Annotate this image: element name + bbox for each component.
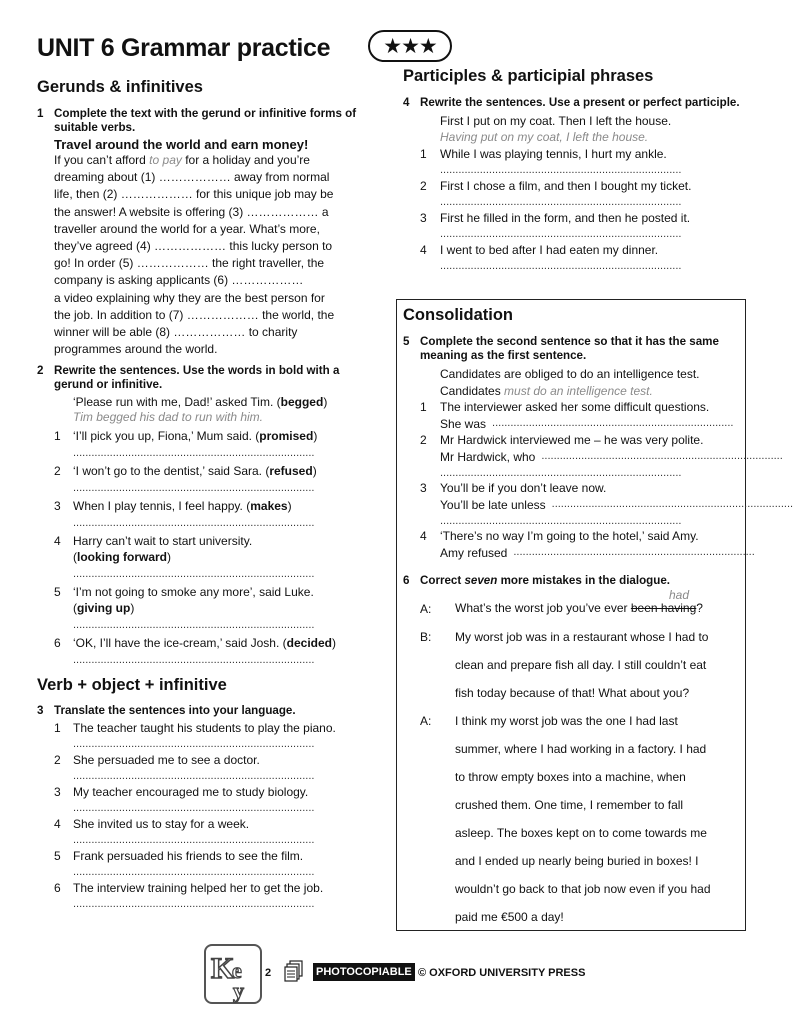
dialogue bbox=[403, 601, 739, 937]
answer-line: ............................................................................... bbox=[73, 619, 315, 631]
exercise-5 bbox=[403, 335, 793, 560]
exercise-6 bbox=[403, 574, 739, 588]
item-text bbox=[440, 400, 739, 431]
exercise-2 bbox=[37, 364, 367, 666]
item-text bbox=[73, 849, 367, 878]
item-line bbox=[440, 417, 739, 431]
paren: ( bbox=[73, 601, 77, 615]
answer-line: ............................................................................... bbox=[73, 866, 315, 878]
section-heading-verb-object: Verb + object + infinitive bbox=[37, 676, 227, 694]
exercise-number: 4 bbox=[403, 96, 410, 109]
exercise-number: 6 bbox=[403, 574, 410, 587]
consolidation-heading: Consolidation bbox=[403, 306, 513, 324]
item-number: 4 bbox=[54, 817, 61, 831]
example-answer: Candidates must do an intelligence test. bbox=[440, 384, 653, 398]
text-line bbox=[54, 290, 367, 307]
text-segment: dreaming about (1) ……………… away from normal bbox=[54, 170, 330, 185]
answer-line: ............................................................................... bbox=[73, 898, 315, 910]
answer-line: ............................................................................... bbox=[73, 802, 315, 814]
svg-text:e: e bbox=[232, 958, 242, 983]
item-text bbox=[440, 481, 793, 527]
dialogue-text: asleep. The boxes kept on to come towards me bbox=[455, 826, 707, 840]
answer-line: ............................................................................... bbox=[440, 260, 682, 272]
text-line bbox=[54, 341, 367, 358]
item-line: While I was playing tennis, I hurt my ankle. bbox=[440, 147, 667, 161]
paren: ) bbox=[167, 550, 171, 564]
item-text bbox=[73, 881, 367, 910]
exercise-item bbox=[54, 499, 367, 529]
text-line bbox=[54, 255, 367, 272]
svg-text:y: y bbox=[233, 978, 244, 1003]
item-line: First he filled in the form, and then he posted it. bbox=[440, 211, 691, 225]
sentence-start: You’ll be late unless bbox=[440, 498, 546, 512]
exercise-item bbox=[54, 721, 367, 750]
item-line: The interview training helped her to get the job. bbox=[73, 881, 324, 895]
text-subtitle: Travel around the world and earn money! bbox=[54, 137, 309, 152]
exercise-1 bbox=[37, 107, 367, 358]
exercise-item bbox=[54, 881, 367, 910]
difficulty-stars: ★★★ bbox=[368, 30, 452, 62]
dialogue-text: clean and prepare fish all day. I still couldn’t eat bbox=[455, 658, 707, 672]
item-number: 2 bbox=[54, 753, 61, 767]
item-line bbox=[73, 550, 367, 564]
dialogue-line bbox=[403, 685, 739, 713]
dialogue-line bbox=[403, 769, 739, 797]
exercise-item bbox=[54, 585, 367, 631]
item-number: 2 bbox=[54, 464, 61, 478]
dialogue-line-first: What’s the worst job you’ve ever been having? bbox=[455, 601, 703, 615]
text-segment: If you can’t afford bbox=[54, 153, 150, 167]
speaker: B: bbox=[420, 630, 432, 644]
answer-line: ............................................................................... bbox=[73, 517, 315, 529]
answer-line: ............................................................................... bbox=[73, 654, 315, 666]
dialogue-line bbox=[403, 713, 739, 741]
exercise-item bbox=[54, 534, 367, 580]
item-number: 1 bbox=[54, 429, 61, 443]
paren: ) bbox=[130, 601, 135, 615]
dialogue-line bbox=[403, 629, 739, 657]
text-segment: they’ve agreed (4) ……………… this lucky person to bbox=[54, 239, 333, 254]
exercise-number: 1 bbox=[37, 107, 44, 120]
item-number: 5 bbox=[54, 585, 61, 599]
exercise-item bbox=[54, 785, 367, 814]
item-number: 6 bbox=[54, 881, 61, 895]
dialogue-line bbox=[403, 797, 739, 825]
example-sentence: Candidates are obliged to do an intelligence test. bbox=[440, 367, 700, 381]
sentence-start: Amy refused bbox=[440, 546, 508, 560]
item-number: 6 bbox=[54, 636, 61, 650]
text-segment: the answer! A website is offering (3) ……………… a bbox=[54, 204, 329, 219]
item-text bbox=[73, 499, 367, 529]
key-logo bbox=[204, 944, 262, 1004]
sentence-start: Mr Hardwick, who bbox=[440, 450, 536, 464]
exercise-number: 2 bbox=[37, 364, 44, 377]
item-line: My teacher encouraged me to study biology. bbox=[73, 785, 309, 799]
answer-line: ............................................................................... bbox=[541, 450, 783, 462]
item-number: 3 bbox=[420, 211, 427, 225]
item-line: ‘I’m not going to smoke any more’, said Luke. bbox=[73, 585, 314, 599]
dialogue-line bbox=[403, 881, 739, 909]
item-number: 3 bbox=[54, 499, 61, 513]
item-line bbox=[440, 546, 755, 560]
item-line bbox=[440, 498, 793, 512]
item-number: 4 bbox=[420, 243, 427, 257]
item-line bbox=[440, 450, 783, 464]
item-number: 1 bbox=[420, 400, 427, 414]
answer-line: ............................................................................... bbox=[440, 164, 682, 176]
item-text bbox=[73, 817, 367, 846]
bold-word: promised bbox=[259, 429, 314, 443]
text-segment: programmes around the world. bbox=[54, 342, 218, 357]
dialogue-line bbox=[403, 657, 739, 685]
answer-line: ............................................................................... bbox=[73, 447, 315, 459]
dialogue-text: summer, where I had working in a factory. I had bbox=[455, 742, 707, 756]
item-line: I went to bed after I had eaten my dinner. bbox=[440, 243, 659, 257]
item-line: She persuaded me to see a doctor. bbox=[73, 753, 260, 767]
example-sentence: First I put on my coat. Then I left the house. bbox=[440, 114, 672, 128]
answer-line: ............................................................................... bbox=[492, 417, 734, 429]
exercise-instruction: Rewrite the sentences. Use a present or perfect participle. bbox=[420, 96, 740, 109]
exercise-instruction: Translate the sentences into your language. bbox=[54, 704, 296, 717]
dialogue-text: and I ended up nearly being buried in boxes! I bbox=[455, 854, 699, 868]
answer-line: ............................................................................... bbox=[440, 196, 682, 208]
correction-had: had bbox=[669, 588, 690, 602]
paren: ) bbox=[287, 499, 292, 513]
item-text bbox=[440, 433, 783, 479]
text-line bbox=[54, 221, 367, 238]
answer-line: ............................................................................... bbox=[551, 498, 793, 510]
example-answer: Tim begged his dad to run with him. bbox=[73, 410, 263, 424]
text-line bbox=[54, 272, 367, 289]
dialogue-text: My worst job was in a restaurant whose I had to bbox=[455, 630, 709, 644]
exercise-4-items bbox=[403, 147, 743, 272]
item-number: 4 bbox=[420, 529, 427, 543]
exercise-item bbox=[54, 817, 367, 846]
dialogue-text: paid me €500 a day! bbox=[455, 910, 564, 924]
photocopiable-badge: PHOTOCOPIABLE bbox=[313, 963, 415, 981]
dialogue-text: crushed them. One time, I remember to fall bbox=[455, 798, 684, 812]
answer-line: ............................................................................... bbox=[513, 546, 755, 558]
item-line: Mr Hardwick interviewed me – he was very polite. bbox=[440, 433, 704, 447]
exercise-item bbox=[420, 211, 743, 240]
photocopy-icon bbox=[284, 960, 304, 987]
bold-word: giving up bbox=[77, 601, 131, 615]
item-text bbox=[440, 147, 743, 176]
item-line: The teacher taught his students to play the piano. bbox=[73, 721, 336, 735]
dialogue-text: wouldn’t go back to that job now even if you had bbox=[455, 882, 711, 896]
text: ‘I’ll pick you up, Fiona,’ Mum said. ( bbox=[73, 429, 260, 443]
item-number: 1 bbox=[54, 721, 61, 735]
item-number: 2 bbox=[420, 179, 427, 193]
exercise-item bbox=[420, 529, 755, 560]
item-number: 2 bbox=[420, 433, 427, 447]
exercise-item bbox=[54, 636, 367, 666]
dialogue-line bbox=[403, 909, 739, 937]
bold-word: refused bbox=[269, 464, 313, 478]
exercise-3 bbox=[37, 704, 367, 910]
exercise-2-items bbox=[37, 429, 367, 666]
item-text bbox=[73, 429, 367, 459]
dialogue-line bbox=[403, 853, 739, 881]
item-text bbox=[440, 529, 755, 560]
text-segment: life, then (2) ……………… for this unique job may be bbox=[54, 187, 334, 202]
example-answer: Having put on my coat, I left the house. bbox=[440, 130, 649, 144]
exercise-item bbox=[54, 753, 367, 782]
dialogue-text: to throw empty boxes into a machine, when bbox=[455, 770, 686, 784]
item-text bbox=[440, 243, 743, 272]
speaker: A: bbox=[420, 602, 432, 616]
text-line bbox=[54, 152, 367, 169]
text: ‘OK, I’ll have the ice-cream,’ said Josh. ( bbox=[73, 636, 287, 650]
bold-word: makes bbox=[250, 499, 288, 513]
text-segment: traveller around the world for a year. What’s more, bbox=[54, 221, 320, 236]
item-text bbox=[73, 636, 367, 666]
exercise-item bbox=[420, 400, 739, 431]
dialogue-text: fish today because of that! What about you? bbox=[455, 686, 690, 700]
page-title: UNIT 6 Grammar practice bbox=[37, 34, 331, 62]
exercise-item bbox=[54, 429, 367, 459]
item-text bbox=[73, 721, 367, 750]
answer-line: ............................................................................... bbox=[73, 568, 315, 580]
text-line bbox=[54, 324, 367, 341]
item-text bbox=[73, 585, 367, 631]
dialogue-line bbox=[403, 825, 739, 853]
paren: ( bbox=[73, 550, 77, 564]
dialogue-text: I think my worst job was the one I had last bbox=[455, 714, 678, 728]
bold-word: looking forward bbox=[77, 550, 167, 564]
section-heading-participles: Participles & participial phrases bbox=[403, 67, 654, 85]
item-text bbox=[73, 753, 367, 782]
exercise-item bbox=[54, 464, 367, 494]
answer-line: ............................................................................... bbox=[440, 228, 682, 240]
item-line: Frank persuaded his friends to see the film. bbox=[73, 849, 304, 863]
item-number: 1 bbox=[420, 147, 427, 161]
exercise-item bbox=[54, 849, 367, 878]
text-line bbox=[54, 238, 367, 255]
exercise-item bbox=[420, 147, 743, 176]
text-line bbox=[54, 169, 367, 186]
text-segment: go! In order (5) ……………… the right traveller, the bbox=[54, 256, 325, 271]
exercise-number: 5 bbox=[403, 335, 410, 348]
paren: ) bbox=[313, 429, 318, 443]
page-number: 2 bbox=[265, 967, 272, 979]
item-line: The interviewer asked her some difficult questions. bbox=[440, 400, 710, 414]
exercise-number: 3 bbox=[37, 704, 44, 717]
item-line: She invited us to stay for a week. bbox=[73, 817, 250, 831]
exercise-instruction: Correct seven more mistakes in the dialogue. bbox=[420, 574, 671, 587]
text: ‘I won’t go to the dentist,’ said Sara. ( bbox=[73, 464, 270, 478]
item-number: 5 bbox=[54, 849, 61, 863]
exercise-instruction: Rewrite the sentences. Use the words in bold with a gerund or infinitive. bbox=[54, 364, 340, 391]
text-segment: company is asking applicants (6) ……………… bbox=[54, 273, 304, 288]
dialogue-line bbox=[403, 741, 739, 769]
answer-line: ............................................................................... bbox=[73, 482, 315, 494]
example-sentence: ‘Please run with me, Dad!’ asked Tim. (begged) bbox=[73, 395, 328, 409]
section-heading-gerunds: Gerunds & infinitives bbox=[37, 78, 203, 96]
paren: ) bbox=[312, 464, 317, 478]
exercise-item bbox=[420, 433, 783, 479]
text-segment: winner will be able (8) ……………… to charity bbox=[54, 325, 298, 340]
item-text bbox=[440, 179, 743, 208]
exercise-4 bbox=[403, 96, 743, 272]
svg-text:K: K bbox=[211, 952, 235, 985]
item-line bbox=[73, 601, 367, 615]
item-text bbox=[73, 464, 367, 494]
exercise-item bbox=[420, 243, 743, 272]
answer-line: ............................................................................... bbox=[440, 467, 682, 479]
text-segment: the job. In addition to (7) ……………… the world, the bbox=[54, 307, 335, 322]
item-line: Harry can’t wait to start university. bbox=[73, 534, 253, 548]
publisher-text: © OXFORD UNIVERSITY PRESS bbox=[418, 967, 586, 979]
item-line: You’ll be if you don’t leave now. bbox=[440, 481, 607, 495]
item-number: 3 bbox=[420, 481, 427, 495]
text-line bbox=[54, 204, 367, 221]
exercise-5-items bbox=[403, 400, 793, 560]
speaker: A: bbox=[420, 714, 432, 728]
exercise-instruction: Complete the second sentence so that it has the same meaning as the first sentence. bbox=[420, 335, 719, 362]
exercise-instruction: Complete the text with the gerund or infinitive forms of suitable verbs. bbox=[54, 107, 357, 134]
answer-line: ............................................................................... bbox=[440, 515, 682, 527]
text-segment: to pay bbox=[149, 153, 182, 167]
text-segment: a video explaining why they are the best person for bbox=[54, 290, 325, 305]
answer-line: ............................................................................... bbox=[73, 770, 315, 782]
exercise-3-items bbox=[37, 721, 367, 910]
item-number: 3 bbox=[54, 785, 61, 799]
bold-word: decided bbox=[286, 636, 332, 650]
item-text bbox=[73, 534, 367, 580]
item-text bbox=[440, 211, 743, 240]
sentence-start: She was bbox=[440, 417, 487, 431]
item-number: 4 bbox=[54, 534, 61, 548]
exercise-item bbox=[420, 481, 793, 527]
item-line: First I chose a film, and then I bought my ticket. bbox=[440, 179, 692, 193]
answer-line: ............................................................................... bbox=[73, 834, 315, 846]
text-line bbox=[54, 186, 367, 203]
item-text bbox=[73, 785, 367, 814]
answer-line: ............................................................................... bbox=[73, 738, 315, 750]
text-line bbox=[54, 307, 367, 324]
gap-fill-text bbox=[54, 152, 367, 358]
text: When I play tennis, I feel happy. ( bbox=[73, 499, 251, 513]
text-segment: for a holiday and you’re bbox=[181, 153, 310, 167]
item-line: ‘There’s no way I’m going to the hotel,’ said Amy. bbox=[440, 529, 699, 543]
paren: ) bbox=[332, 636, 336, 650]
exercise-item bbox=[420, 179, 743, 208]
